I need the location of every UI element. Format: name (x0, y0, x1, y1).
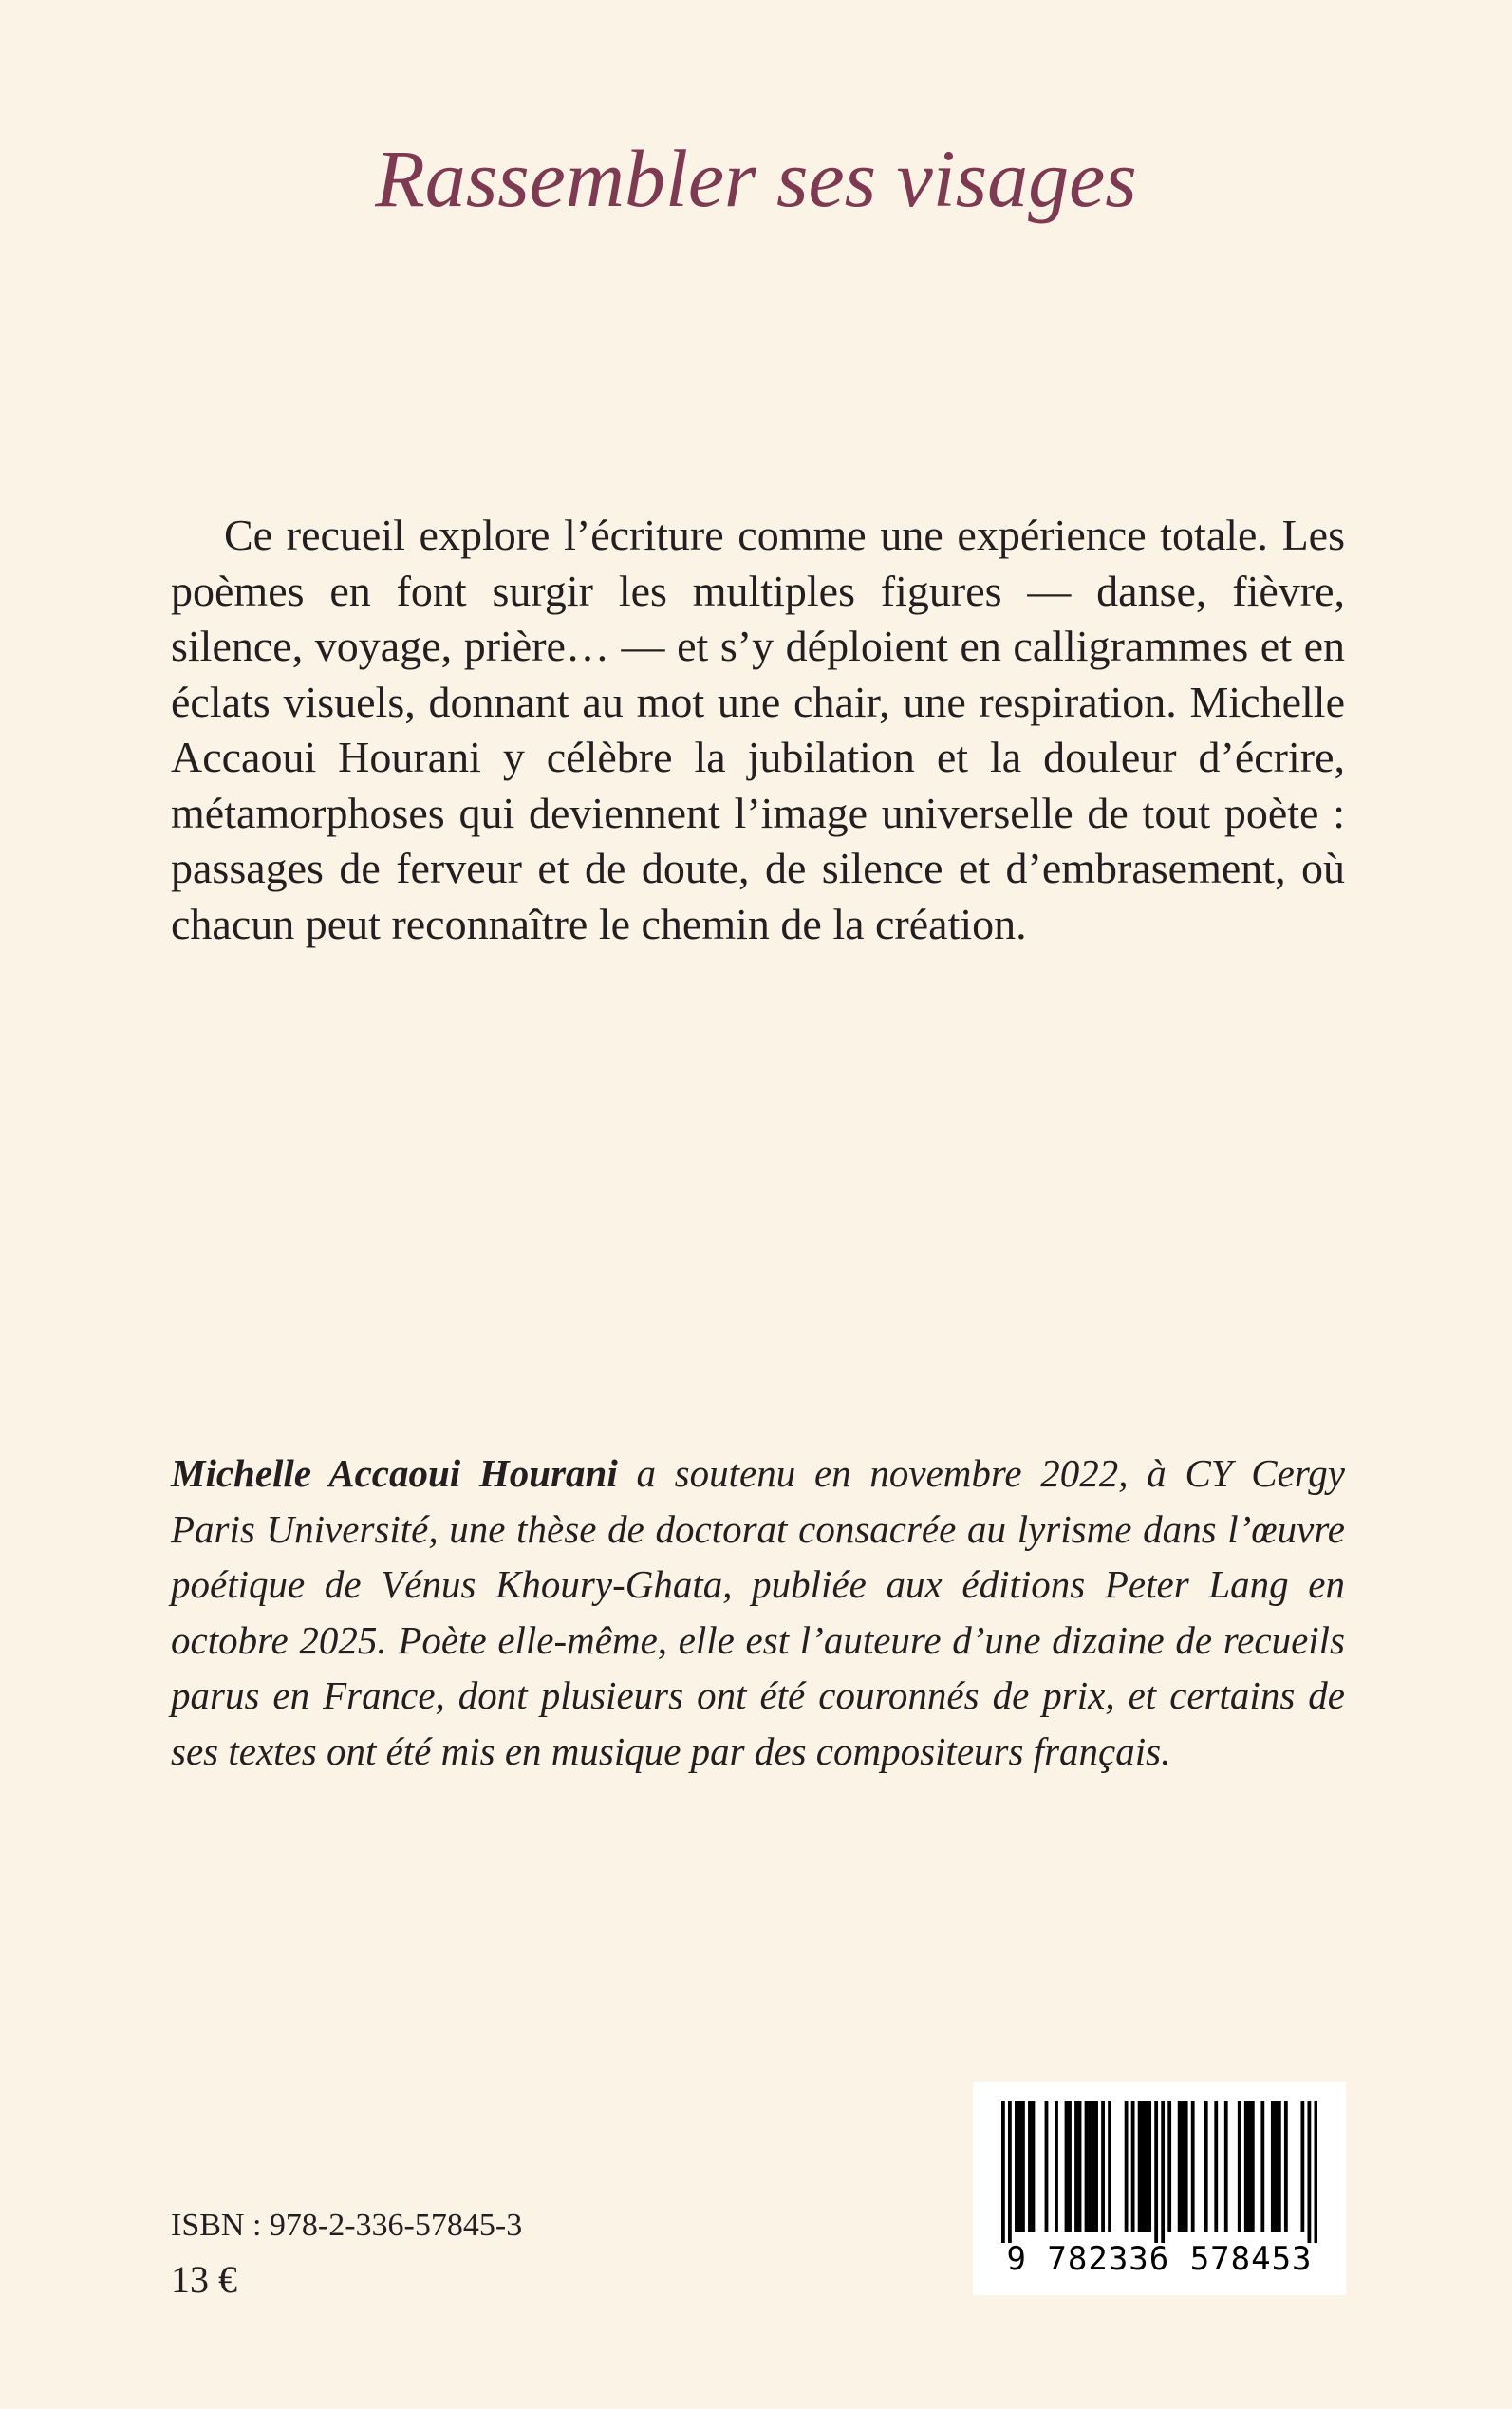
barcode-bars (1001, 2101, 1317, 2243)
barcode-bar (1178, 2101, 1182, 2232)
barcode-bar (1271, 2101, 1275, 2232)
barcode-bar (1094, 2101, 1098, 2232)
barcode-bar (1260, 2101, 1264, 2232)
barcode-bar (1032, 2101, 1036, 2232)
barcode-bar (1214, 2101, 1218, 2232)
barcode-bar (1092, 2101, 1095, 2232)
barcode-bar (1015, 2101, 1018, 2232)
barcode-bar (1154, 2101, 1158, 2243)
barcode-bar (1300, 2101, 1304, 2232)
barcode-bar (1238, 2101, 1241, 2232)
barcode-bar (1138, 2101, 1142, 2232)
price-label: 13 € (171, 2258, 237, 2301)
barcode-bar (1101, 2101, 1105, 2232)
barcode-bar (1204, 2101, 1208, 2232)
barcode-bar (1018, 2101, 1022, 2232)
barcode-bar (1181, 2101, 1185, 2232)
barcode-bar (1065, 2101, 1069, 2232)
barcode-bar (1125, 2101, 1129, 2232)
barcode-bar (1224, 2101, 1228, 2232)
barcode-bar (1278, 2101, 1281, 2232)
barcode-bar (1247, 2101, 1251, 2232)
barcode-bar (1185, 2101, 1188, 2232)
barcode-bar (1085, 2101, 1089, 2232)
barcode-bar (1045, 2101, 1049, 2232)
barcode-bar (1191, 2101, 1195, 2232)
isbn-label: ISBN : 978-2-336-57845-3 (171, 2208, 523, 2243)
barcode-bar (1161, 2101, 1165, 2243)
barcode-bar (1008, 2101, 1012, 2243)
barcode-bar (1148, 2101, 1151, 2232)
author-bio (171, 1446, 1345, 1779)
barcode-bar (1078, 2101, 1082, 2232)
barcode-bar (1088, 2101, 1092, 2232)
barcode-bar (1314, 2101, 1317, 2243)
barcode-bar (1141, 2101, 1145, 2232)
barcode-bar (1108, 2101, 1111, 2232)
barcode-bar (1307, 2101, 1311, 2243)
author-name: Michelle Accaoui Hourani (171, 1451, 618, 1495)
barcode-bar (1028, 2101, 1032, 2232)
barcode-bar (1284, 2101, 1288, 2232)
barcode-bar (1074, 2101, 1078, 2232)
barcode-bar (1055, 2101, 1058, 2232)
barcode-bar (1068, 2101, 1072, 2232)
barcode-bar (1274, 2101, 1278, 2232)
book-summary: Ce recueil explore l’écriture comme une expérience totale. Les poèmes en font surgir les multiples figures — danse, fièvre, silence, voyage, prière… — et s’y déploient en calligrammes et en éclats visuels, donnant au mot une chair, une respiration. Michelle Accaoui Hourani y célèbre la jubilation et la douleur d’écrire, métamorphoses qui deviennent l’image universelle de tout poète : passages de ferveur et de doute, de silence et d’embrasement, où chacun peut reconnaître le chemin de la création. (171, 511, 1345, 948)
barcode-bar (1131, 2101, 1135, 2232)
barcode-bar (1244, 2101, 1248, 2232)
barcode-bar (1167, 2101, 1171, 2232)
author-bio-text: a soutenu en novembre 2022, à CY Cergy Paris Université, une thèse de doctorat consacrée au lyrisme dans l’œuvre poétique de Vénus Khoury-Ghata, publiée aux éditions Peter Lang en octobre 2025. Poète elle-même, elle est l’auteure d’une dizaine de recueils parus en France, dont plusieurs ont été couronnés de prix, et certains de ses textes ont été mis en musique par des compositeurs français. (171, 1451, 1345, 1773)
barcode-bar (1001, 2101, 1005, 2243)
barcode-bar (1251, 2101, 1255, 2232)
barcode-bar (1145, 2101, 1148, 2232)
barcode (973, 2082, 1346, 2295)
barcode-bar (1021, 2101, 1025, 2232)
book-title: Rassembler ses visages (375, 133, 1137, 224)
barcode-digits: 9 782336 578453 (1006, 2240, 1313, 2278)
